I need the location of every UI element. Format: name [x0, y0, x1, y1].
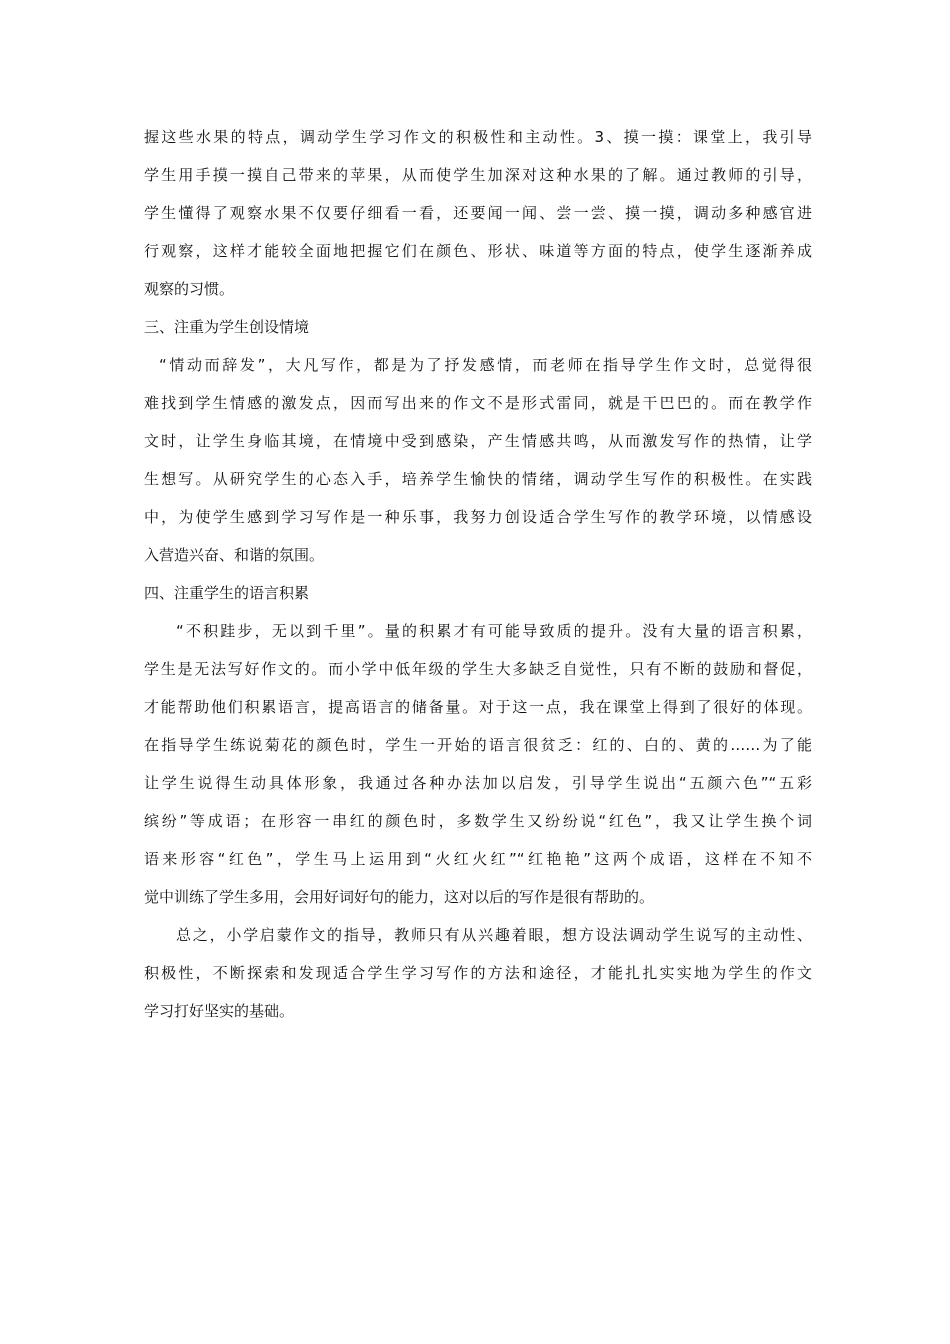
text-line: 观察的习惯。	[144, 280, 235, 298]
section-heading-3: 三、注重为学生创设情境	[144, 318, 310, 336]
text-line: 中，为使学生感到学习写作是一种乐事，我努力创设适合学生写作的教学环境，以情感设	[144, 508, 812, 526]
text-line: 学生懂得了观察水果不仅要仔细看一看，还要闻一闻、尝一尝、摸一摸，调动多种感官进	[144, 204, 812, 222]
text-line: 入营造兴奋、和谐的氛围。	[144, 546, 325, 564]
document-page	[144, 118, 812, 1030]
text-line: “情动而辞发”，大凡写作，都是为了抒发感情，而老师在指导学生作文时，总觉得很	[159, 356, 812, 374]
text-line: 文时，让学生身临其境，在情境中受到感染，产生情感共鸣，从而激发写作的热情，让学	[144, 432, 812, 450]
text-line: 觉中训练了学生多用，会用好词好句的能力，这对以后的写作是很有帮助的。	[144, 888, 655, 906]
paragraph-observation	[144, 118, 812, 308]
text-line: 缤纷”等成语；在形容一串红的颜色时，多数学生又纷纷说“红色”，我又让学生换个词	[144, 812, 812, 830]
text-line: “不积跬步，无以到千里”。量的积累才有可能导致质的提升。没有大量的语言积累，	[176, 622, 812, 640]
text-line: 在指导学生练说菊花的颜色时，学生一开始的语言很贫乏：红的、白的、黄的……为了能	[144, 736, 812, 754]
paragraph-conclusion	[144, 916, 812, 1030]
text-line: 生想写。从研究学生的心态入手，培养学生愉快的情绪，调动学生写作的积极性。在实践	[144, 470, 812, 488]
text-line: 握这些水果的特点，调动学生学习作文的积极性和主动性。3、摸一摸：课堂上，我引导	[144, 128, 812, 146]
text-line: 语来形容“红色”，学生马上运用到“火红火红”“红艳艳”这两个成语，这样在不知不	[144, 850, 812, 868]
text-line: 学生是无法写好作文的。而小学中低年级的学生大多缺乏自觉性，只有不断的鼓励和督促，	[144, 660, 812, 678]
section-heading-4: 四、注重学生的语言积累	[144, 584, 310, 602]
text-line: 让学生说得生动具体形象，我通过各种办法加以启发，引导学生说出“五颜六色”“五彩	[144, 774, 812, 792]
text-line: 行观察，这样才能较全面地把握它们在颜色、形状、味道等方面的特点，使学生逐渐养成	[144, 242, 812, 260]
paragraph-language	[144, 612, 812, 916]
text-line: 难找到学生情感的激发点，因而写出来的作文不是形式雷同，就是干巴巴的。而在教学作	[144, 394, 812, 412]
text-line: 才能帮助他们积累语言，提高语言的储备量。对于这一点，我在课堂上得到了很好的体现。	[144, 698, 812, 716]
text-line: 学习打好坚实的基础。	[144, 1002, 295, 1020]
text-line: 总之，小学启蒙作文的指导，教师只有从兴趣着眼，想方设法调动学生说写的主动性、	[176, 926, 812, 944]
paragraph-situation	[144, 346, 812, 574]
text-line: 学生用手摸一摸自己带来的苹果，从而使学生加深对这种水果的了解。通过教师的引导，	[144, 166, 812, 184]
text-line: 积极性，不断探索和发现适合学生学习写作的方法和途径，才能扎扎实实地为学生的作文	[144, 964, 812, 982]
